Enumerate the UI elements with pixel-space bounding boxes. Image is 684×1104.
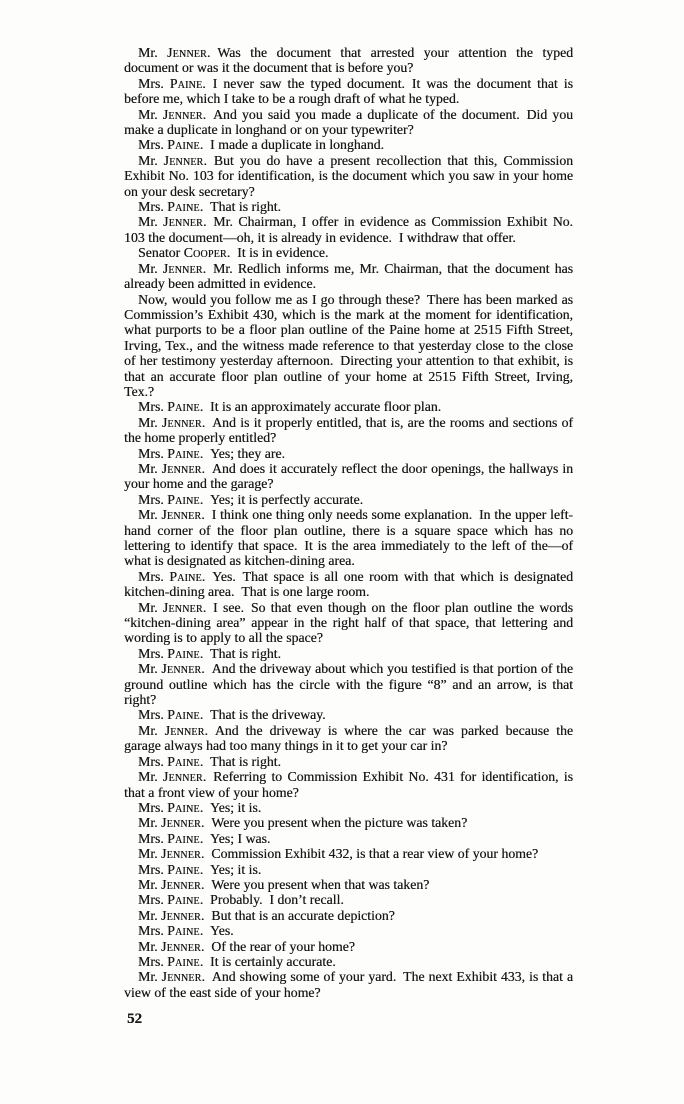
speaker-name — [138, 908, 201, 923]
speaker-title: Mr. — [138, 414, 162, 430]
page-number: 52 — [127, 1011, 142, 1027]
speaker-surname: Paine — [167, 645, 200, 661]
speaker-surname: Paine — [167, 830, 200, 846]
speaker-surname: Jenner — [164, 722, 205, 738]
speaker-surname: Paine — [167, 799, 200, 815]
transcript-paragraph: Mrs. Paine. I never saw the typed document. It was the document that is before me, which I take to be a rough draft of what he typed. — [124, 75, 573, 107]
transcript-paragraph: Mrs. Paine. It is certainly accurate. — [138, 953, 336, 969]
speaker-title: Mr. — [138, 460, 162, 476]
transcript-paragraph: Mrs. Paine. That is right. — [138, 753, 281, 769]
speaker-title: Mrs. — [138, 445, 168, 461]
speaker-name — [138, 107, 203, 122]
speaker-surname: Jenner — [167, 45, 207, 60]
speaker-surname: Paine — [167, 892, 200, 908]
speaker-name — [138, 261, 203, 276]
speaker-name — [138, 800, 200, 815]
transcript-paragraph: Mr. Jenner. Of the rear of your home? — [138, 938, 355, 954]
speaker-surname: Paine — [169, 568, 202, 584]
transcript-paragraph: Mrs. Paine. I made a duplicate in longhand. — [138, 137, 384, 153]
transcript-paragraph: Mr. Jenner. But you do have a present recollection that this, Commission Exhibit No. 103 for identification, is the document which you saw in your home on your desk secretary? — [124, 152, 573, 199]
transcript-paragraph: Mrs. Paine. Yes; it is. — [138, 861, 262, 877]
speaker-name — [138, 446, 200, 461]
speaker-title: Mrs. — [138, 199, 168, 215]
speaker-title: Mr. — [138, 969, 162, 985]
transcript-paragraph: Mr. Jenner. Were you present when that was taken? — [138, 876, 430, 892]
speaker-name — [138, 245, 227, 260]
speaker-surname: Paine — [167, 445, 200, 461]
transcript-paragraph: Mr. Jenner. And you said you made a duplicate of the document. Did you make a duplicate in longhand or on your typewriter? — [124, 106, 574, 138]
transcript-paragraph: Mr. Jenner. Mr. Redlich informs me, Mr. Chairman, that the document has already been admitted in evidence. — [124, 260, 574, 292]
speaker-name — [138, 769, 203, 784]
speaker-name — [138, 661, 201, 676]
speaker-name — [138, 153, 203, 168]
speaker-title: Mrs. — [138, 568, 170, 584]
speaker-surname: Jenner — [161, 876, 201, 892]
transcript-paragraph: Mr. Jenner. Commission Exhibit 432, is that a rear view of your home? — [138, 846, 539, 862]
speaker-title: Mr. — [138, 769, 163, 785]
speaker-surname: Jenner — [163, 152, 204, 168]
speaker-surname: Jenner — [161, 938, 201, 954]
speaker-surname: Jenner — [161, 414, 202, 430]
speaker-name — [138, 600, 203, 615]
speaker-name — [138, 815, 201, 830]
speaker-name — [138, 754, 200, 769]
transcript-paragraph: Mrs. Paine. It is an approximately accurate floor plan. — [138, 399, 442, 415]
speaker-title: Mr. — [138, 214, 164, 230]
speaker-title: Mr. — [138, 260, 163, 276]
speaker-name — [138, 214, 203, 229]
transcript-paragraph: Mrs. Paine. Yes. — [138, 923, 234, 939]
speaker-title: Mrs. — [138, 491, 168, 507]
speaker-name — [138, 846, 201, 861]
speaker-surname: Paine — [167, 707, 200, 723]
speaker-surname: Jenner — [163, 214, 203, 230]
speaker-title: Mr. — [138, 152, 164, 168]
speaker-surname: Jenner — [162, 106, 203, 122]
speaker-name — [138, 399, 200, 414]
speaker-name — [138, 492, 200, 507]
transcript-paragraph: Mrs. Paine. Yes; it is perfectly accurate. — [138, 491, 364, 507]
speaker-title: Mrs. — [138, 799, 168, 815]
speaker-surname: Paine — [167, 953, 200, 969]
speaker-name — [138, 969, 201, 984]
speaker-title: Mrs. — [138, 923, 168, 939]
transcript-paragraph: Senator Cooper. It is in evidence. — [138, 245, 329, 261]
transcript-paragraph: Mr. Jenner. I think one thing only needs some explanation. In the upper left-hand corner of the floor plan outline, there is a square space which has no lettering to identify that space. It is the area immediately to the left of the—of what is designated as kitchen-dining area. — [124, 507, 573, 569]
transcript — [124, 45, 573, 1000]
speaker-title: Mrs. — [138, 953, 168, 969]
speaker-title: Mr. — [138, 722, 165, 738]
speaker-surname: Jenner — [162, 260, 203, 276]
transcript-paragraph: Mrs. Paine. That is right. — [138, 645, 281, 661]
transcript-paragraph: Mr. Jenner. Were you present when the picture was taken? — [138, 815, 468, 831]
transcript-paragraph: Mrs. Paine. Probably. I don’t recall. — [138, 892, 344, 908]
speaker-title: Mr. — [138, 846, 161, 862]
speaker-surname: Jenner — [161, 815, 201, 831]
speaker-name — [138, 707, 200, 722]
speaker-surname: Paine — [167, 199, 200, 215]
transcript-paragraph: Mr. Jenner. Mr. Chairman, I offer in evidence as Commission Exhibit No. 103 the document—oh, it is already in evidence. I withdraw that offer. — [124, 214, 574, 245]
transcript-paragraph: Mr. Jenner. But that is an accurate depiction? — [138, 907, 395, 923]
speaker-name — [138, 199, 200, 214]
speaker-name — [138, 507, 201, 522]
speaker-name — [138, 461, 202, 476]
speaker-surname: Jenner — [161, 907, 201, 923]
speaker-surname: Cooper — [183, 245, 227, 261]
transcript-paragraph: Mrs. Paine. That is right. — [138, 199, 281, 215]
speaker-title: Mrs. — [138, 861, 168, 877]
transcript-paragraph: Mr. Jenner. And is it properly entitled, that is, are the rooms and sections of the home properly entitled? — [124, 414, 573, 446]
transcript-paragraph: Mrs. Paine. Yes; I was. — [138, 830, 271, 846]
speaker-name — [138, 831, 200, 846]
speaker-title: Mr. — [138, 45, 168, 60]
speaker-surname: Paine — [167, 399, 200, 415]
speaker-name — [138, 939, 201, 954]
speaker-title: Mr. — [138, 876, 161, 892]
speaker-surname: Paine — [169, 75, 203, 91]
speaker-name — [138, 415, 202, 430]
speaker-name — [138, 923, 200, 938]
speaker-title: Mr. — [138, 599, 163, 615]
speaker-surname: Paine — [167, 861, 200, 877]
transcript-paragraph: Mr. Jenner. And the driveway is where the car was parked because the garage always had too many things in it to get your car in? — [124, 722, 573, 754]
speaker-title: Mrs. — [138, 137, 168, 153]
speaker-title: Senator — [138, 245, 184, 261]
speaker-title: Mrs. — [138, 645, 168, 661]
speaker-name — [138, 646, 200, 661]
speaker-title: Mr. — [138, 507, 162, 523]
speaker-name — [138, 877, 201, 892]
speaker-surname: Paine — [167, 753, 200, 769]
speaker-surname: Paine — [167, 137, 200, 153]
speaker-title: Mr. — [138, 815, 161, 831]
transcript-paragraph: Mr. Jenner. Referring to Commission Exhibit No. 431 for identification, is that a front view of your home? — [124, 769, 573, 800]
transcript-paragraph: Mrs. Paine. Yes; they are. — [138, 445, 285, 461]
speaker-title: Mr. — [138, 938, 161, 954]
speaker-title: Mrs. — [138, 830, 168, 846]
speaker-title: Mr. — [138, 907, 161, 923]
speaker-title: Mrs. — [138, 399, 168, 415]
speaker-surname: Jenner — [162, 599, 203, 615]
transcript-paragraph: Mr. Jenner. Was the document that arrested your attention the typed document or was it the document that is before you? — [124, 45, 573, 76]
speaker-name — [138, 137, 200, 152]
speaker-surname: Paine — [167, 491, 200, 507]
transcript-paragraph: Now, would you follow me as I go through these? There has been marked as Commission’s Exhibit 430, which is the mark at the moment for identification, what purports to be a floor plan outline of the Paine home at 2515 Fifth Street, Irving, Tex., and the witness made reference to that yesterday close to the close of her testimony yesterday afternoon. Directing your attention to that exhibit, is that an accurate floor plan outline of your home at 2515 Fifth Street, Irving, Tex.? — [124, 291, 573, 399]
speaker-surname: Jenner — [161, 846, 201, 862]
speaker-surname: Paine — [167, 923, 200, 939]
speaker-title: Mrs. — [138, 707, 168, 723]
speaker-title: Mrs. — [138, 892, 168, 908]
speaker-surname: Jenner — [161, 460, 202, 476]
transcript-paragraph: Mrs. Paine. Yes; it is. — [138, 799, 262, 815]
speaker-title: Mr. — [138, 106, 163, 122]
speaker-title: Mrs. — [138, 753, 168, 769]
speaker-name — [138, 954, 200, 969]
speaker-name — [138, 862, 200, 877]
transcript-paragraph: Mr. Jenner. I see. So that even though on the floor plan outline the words “kitchen-dining area” appear in the right half of that space, that lettering and wording is to apply to all the space? — [124, 599, 573, 646]
transcript-paragraph: Mr. Jenner. And showing some of your yard. The next Exhibit 433, is that a view of the east side of your home? — [124, 969, 573, 1000]
speaker-title: Mrs. — [138, 75, 170, 91]
speaker-surname: Jenner — [161, 507, 202, 523]
speaker-name — [138, 723, 204, 738]
transcript-paragraph: Mr. Jenner. And the driveway about which you testified is that portion of the ground outline which has the circle with the figure “8” and an arrow, is that right? — [124, 661, 574, 708]
speaker-name — [138, 76, 202, 91]
speaker-name — [138, 569, 202, 584]
speaker-title: Mr. — [138, 661, 162, 677]
speaker-name — [138, 45, 207, 60]
speaker-surname: Jenner — [162, 769, 203, 785]
transcript-paragraph: Mrs. Paine. Yes. That space is all one room with that which is designated kitchen-dining area. That is one large room. — [124, 568, 573, 600]
transcript-paragraph: Mr. Jenner. And does it accurately reflect the door openings, the hallways in your home and the garage? — [124, 460, 573, 492]
speaker-surname: Jenner — [161, 969, 202, 985]
transcript-paragraph: Mrs. Paine. That is the driveway. — [138, 707, 326, 723]
speaker-name — [138, 892, 200, 907]
speaker-surname: Jenner — [161, 661, 202, 677]
